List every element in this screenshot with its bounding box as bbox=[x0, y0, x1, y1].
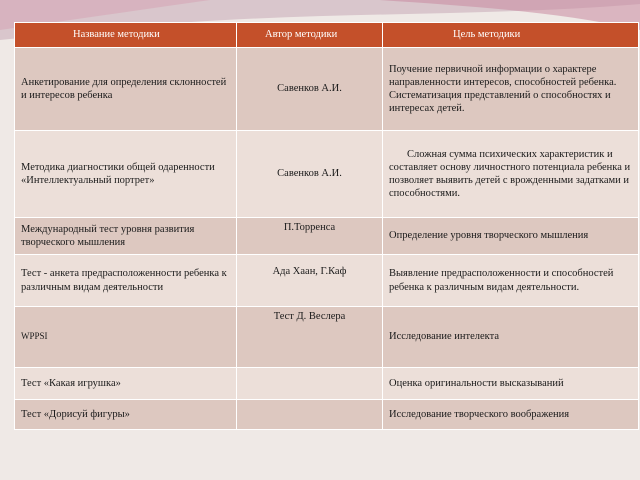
cell-goal: Исследование творческого воображения bbox=[383, 400, 639, 430]
cell-goal: Определение уровня творческого мышления bbox=[383, 218, 639, 255]
cell-author: Савенков А.И. bbox=[237, 131, 383, 218]
cell-goal: Исследование интелекта bbox=[383, 307, 639, 368]
cell-method: Международный тест уровня развития творческого мышления bbox=[15, 218, 237, 255]
cell-goal: Оценка оригинальности высказываний bbox=[383, 368, 639, 400]
cell-author: Савенков А.И. bbox=[237, 48, 383, 131]
cell-goal: Сложная сумма психических характеристик и составляет основу личностного потенциала ребенка и позволяет выявить детей с врожденными задатками и способностями. bbox=[383, 131, 639, 218]
cell-author bbox=[237, 368, 383, 400]
cell-goal: Выявление предрасположенности и способностей ребенка к различным видам деятельности. bbox=[383, 255, 639, 307]
cell-goal: Поучение первичной информации о характере направленности интересов, способностей ребенка. Систематизация представлений о способностях и интересах детей. bbox=[383, 48, 639, 131]
header-method-author: Автор методики bbox=[237, 23, 383, 48]
cell-method: WPPSI bbox=[15, 307, 237, 368]
table-row bbox=[15, 255, 639, 307]
methods-table bbox=[14, 22, 639, 430]
header-method-goal: Цель методики bbox=[383, 23, 639, 48]
table-row bbox=[15, 307, 639, 368]
header-method-name: Название методики bbox=[15, 23, 237, 48]
header-row bbox=[15, 23, 639, 48]
cell-method: Тест - анкета предрасположенности ребенка к различным видам деятельности bbox=[15, 255, 237, 307]
cell-author bbox=[237, 400, 383, 430]
cell-author: Ада Хаан, Г.Каф bbox=[237, 255, 383, 307]
cell-method: Методика диагностики общей одаренности «Интеллектуальный портрет» bbox=[15, 131, 237, 218]
cell-method: Тест «Дорисуй фигуры» bbox=[15, 400, 237, 430]
table-row bbox=[15, 48, 639, 131]
cell-author: Тест Д. Веслера bbox=[237, 307, 383, 368]
table-row bbox=[15, 400, 639, 430]
cell-method: Тест «Какая игрушка» bbox=[15, 368, 237, 400]
cell-author: П.Торренса bbox=[237, 218, 383, 255]
table-row bbox=[15, 368, 639, 400]
cell-method: Анкетирование для определения склонностей и интересов ребенка bbox=[15, 48, 237, 131]
table-row bbox=[15, 218, 639, 255]
table-row bbox=[15, 131, 639, 218]
